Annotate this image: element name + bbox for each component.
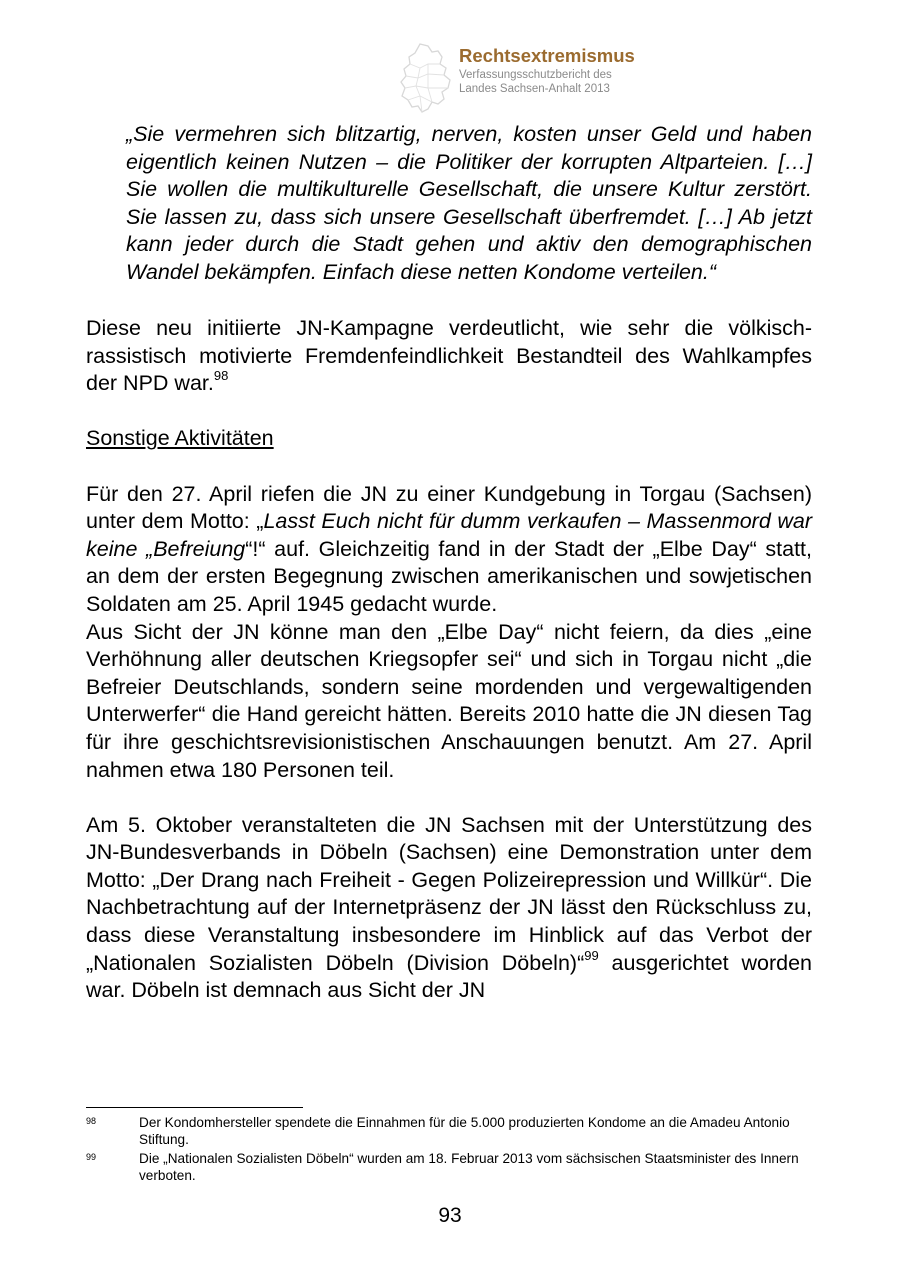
section-heading: Sonstige Aktivitäten [86, 426, 274, 451]
paragraph-doebeln-before: Am 5. Oktober veranstalteten die JN Sachsen mit der Unterstützung des JN-Bundesverbands in Döbeln (Sachsen) eine Demonstration unter dem Motto: „Der Drang nach Freiheit - Gegen Polizeirepression und Willkür“. Die Nachbetrachtung auf der Internetpräsenz der JN lässt den Rückschluss zu, dass diese Veranstaltung insbesondere im Hinblick auf das Verbot der „Nationalen Sozialisten Döbeln (Division Döbeln)“ [86, 812, 812, 975]
footnotes [86, 1114, 812, 1186]
footnote-ref-99: 99 [584, 947, 599, 963]
footnote-separator [86, 1107, 303, 1108]
footnote-text: Der Kondomhersteller spendete die Einnahmen für die 5.000 produzierten Kondome an die Amadeu Antonio Stiftung. [139, 1115, 790, 1147]
page-header [398, 42, 718, 122]
header-subtitle-line2: Landes Sachsen-Anhalt 2013 [459, 83, 610, 95]
paragraph-campaign [86, 315, 812, 398]
footnote-99 [86, 1150, 812, 1184]
footnote-ref-98: 98 [213, 368, 229, 384]
footnote-98 [86, 1114, 812, 1148]
paragraph-doebeln-after: ausgerichtet worden war. Döbeln ist demnach aus Sicht der JN [86, 950, 812, 1003]
block-quote: „Sie vermehren sich blitzartig, nerven, kosten unser Geld und haben eigentlich keinen Nutzen – die Politiker der korrupten Altparteien. […] Sie wollen die multikulturelle Gesellschaft, die unsere Kultur zerstört. Sie lassen zu, dass sich unsere Gesellschaft überfremdet. […] Ab jetzt kann jeder durch die Stadt gehen und aktiv den demographischen Wandel bekämpfen. Einfach diese netten Kondome verteilen.“ [126, 122, 812, 284]
paragraph-elbe-day: Aus Sicht der JN könne man den „Elbe Day“ nicht feiern, da dies „eine Verhöhnung aller deutschen Kriegsopfer sei“ und sich in Torgau nicht „die Befreier Deutschlands, sondern seine mordenden und vergewaltigenden Unterwerfer“ die Hand gereicht hätten. Bereits 2010 hatte die JN diesen Tag für ihre geschichtsrevisionistischen Anschauungen benutzt. Am 27. April nahmen etwa 180 Personen teil. [86, 619, 812, 782]
paragraph-doebeln [86, 812, 812, 1005]
footnote-number: 99 [86, 1152, 97, 1162]
paragraph-torgau-motto: Lasst Euch nicht für dumm verkaufen – Massenmord war keine „Befreiung [86, 509, 812, 561]
paragraph-campaign-text: Diese neu initiierte JN-Kampagne verdeutlicht, wie sehr die völkisch-rassistisch motivierte Fremdenfeindlichkeit Bestandteil des Wahlkampfes der NPD war. [86, 316, 812, 396]
header-title: Rechtsextremismus [459, 45, 635, 66]
main-text [86, 315, 812, 1005]
header-subtitle-line1: Verfassungsschutzbericht des [459, 69, 612, 81]
footnote-text: Die „Nationalen Sozialisten Döbeln“ wurden am 18. Februar 2013 vom sächsischen Staatsminister des Innern verboten. [139, 1151, 799, 1183]
paragraph-torgau-after: “!“ auf. Gleichzeitig fand in der Stadt der „Elbe Day“ statt, an dem der ersten Begegnung zwischen amerikanischen und sowjetischen Soldaten am 25. April 1945 gedacht wurde. [86, 536, 812, 616]
footnote-number: 98 [86, 1116, 97, 1126]
saxony-anhalt-map-icon [398, 42, 454, 114]
page-number: 93 [438, 1204, 462, 1227]
paragraph-torgau [86, 481, 812, 619]
paragraph-torgau-before: Für den 27. April riefen die JN zu einer Kundgebung in Torgau (Sachsen) unter dem Motto: „ [86, 481, 812, 534]
